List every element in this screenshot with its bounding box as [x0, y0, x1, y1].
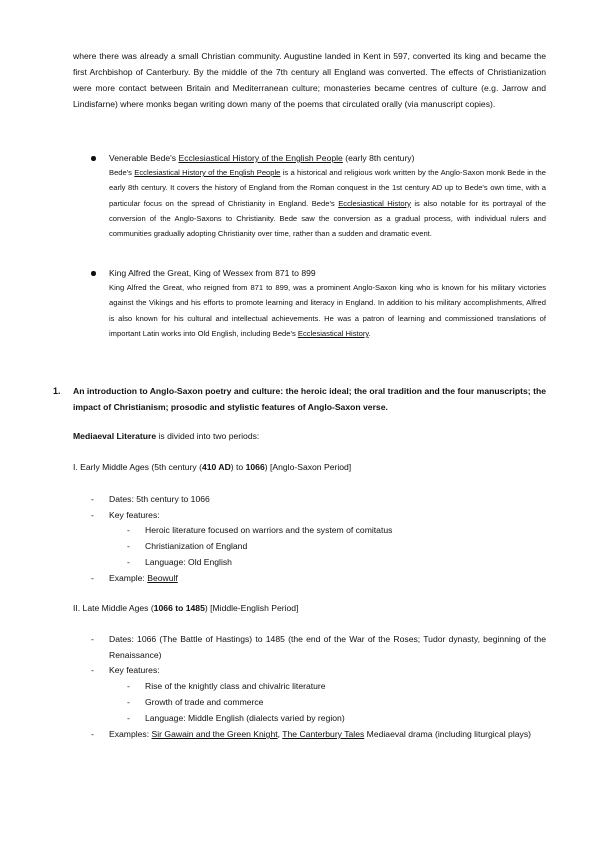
late-feature-item: Rise of the knightly class and chivalric literature — [145, 681, 326, 691]
dash-marker: - — [91, 494, 94, 504]
section-title: An introduction to Anglo-Saxon poetry and culture: the heroic ideal; the oral tradition and the four manuscripts; the impact of Christianism; prosodic and stylistic features of Anglo-Saxon verse. — [73, 386, 546, 412]
bede-paragraph: Bede's Ecclesiastical History of the English People is a historical and religious work written by the Anglo-Saxon monk Bede in the early 8th century. It covers the history of England from the Roman conquest in the 1st century AD up to Bede's own time, with a particular focus on the spread of Christianity in England. Bede's Ecclesiastical History is also notable for its portrayal of the conversion of the Anglo-Saxons to Christianity. Bede saw the conversion as a gradual process, with individual rulers and communities gradually adopting Christianity over time, rather than a sudden and dramatic event. — [109, 168, 547, 239]
early-key-features: Key features: — [109, 510, 160, 520]
dash-marker: - — [127, 697, 130, 707]
early-feature-item: Heroic literature focused on warriors and the system of comitatus — [145, 525, 393, 535]
alfred-heading: King Alfred the Great, King of Wessex from 871 to 899 — [109, 268, 316, 278]
dash-marker: - — [91, 665, 94, 675]
late-heading: II. Late Middle Ages (1066 to 1485) [Middle-English Period] — [73, 603, 299, 613]
dash-marker: - — [91, 634, 94, 644]
dash-marker: - — [91, 573, 94, 583]
dash-marker: - — [127, 681, 130, 691]
late-dates: Dates: 1066 (The Battle of Hastings) to 1485 (the end of the War of the Roses; Tudor dynasty, beginning of the Renaissance) — [109, 634, 546, 660]
late-feature-item: Growth of trade and commerce — [145, 697, 264, 707]
dash-marker: - — [91, 729, 94, 739]
early-feature-item: Christianization of England — [145, 541, 248, 551]
early-feature-item: Language: Old English — [145, 557, 232, 567]
alfred-paragraph: King Alfred the Great, who reigned from 871 to 899, was a prominent Anglo-Saxon king who is known for his military victories against the Vikings and his efforts to promote learning and literacy in England. In addition to his military accomplishments, Alfred is also known for his cultural and intellectual achievements. He was a patron of learning and commissioned translations of important Latin works into Old English, including Bede's Ecclesiastical History. — [109, 283, 546, 338]
dash-marker: - — [127, 713, 130, 723]
early-example: Example: Beowulf — [109, 573, 178, 583]
dash-marker: - — [127, 541, 130, 551]
periods-intro: Mediaeval Literature is divided into two periods: — [73, 431, 260, 441]
intro-paragraph: where there was already a small Christian community. Augustine landed in Kent in 597, converted its king and became the first Archbishop of Canterbury. By the middle of the 7th century all England was converted. The effects of Christianization were more contact between Britain and Mediterranean culture; monasteries became centres of culture (e.g. Jarrow and Lindisfarne) where monks began writing down many of the poems that circulated orally (via manuscript copies). — [73, 51, 546, 109]
early-heading: I. Early Middle Ages (5th century (410 AD) to 1066) [Anglo-Saxon Period] — [73, 462, 352, 472]
bede-heading: Venerable Bede's Ecclesiastical History of the English People (early 8th century) — [109, 153, 415, 163]
dash-marker: - — [127, 525, 130, 535]
late-examples: Examples: Sir Gawain and the Green Knight, The Canterbury Tales Mediaeval drama (including liturgical plays) — [109, 729, 531, 739]
bullet-marker — [91, 156, 96, 161]
dash-marker: - — [127, 557, 130, 567]
section-number: 1. — [53, 386, 61, 396]
late-feature-item: Language: Middle English (dialects varied by region) — [145, 713, 345, 723]
late-key-features: Key features: — [109, 665, 160, 675]
dash-marker: - — [91, 510, 94, 520]
bullet-marker — [91, 271, 96, 276]
early-dates: Dates: 5th century to 1066 — [109, 494, 210, 504]
